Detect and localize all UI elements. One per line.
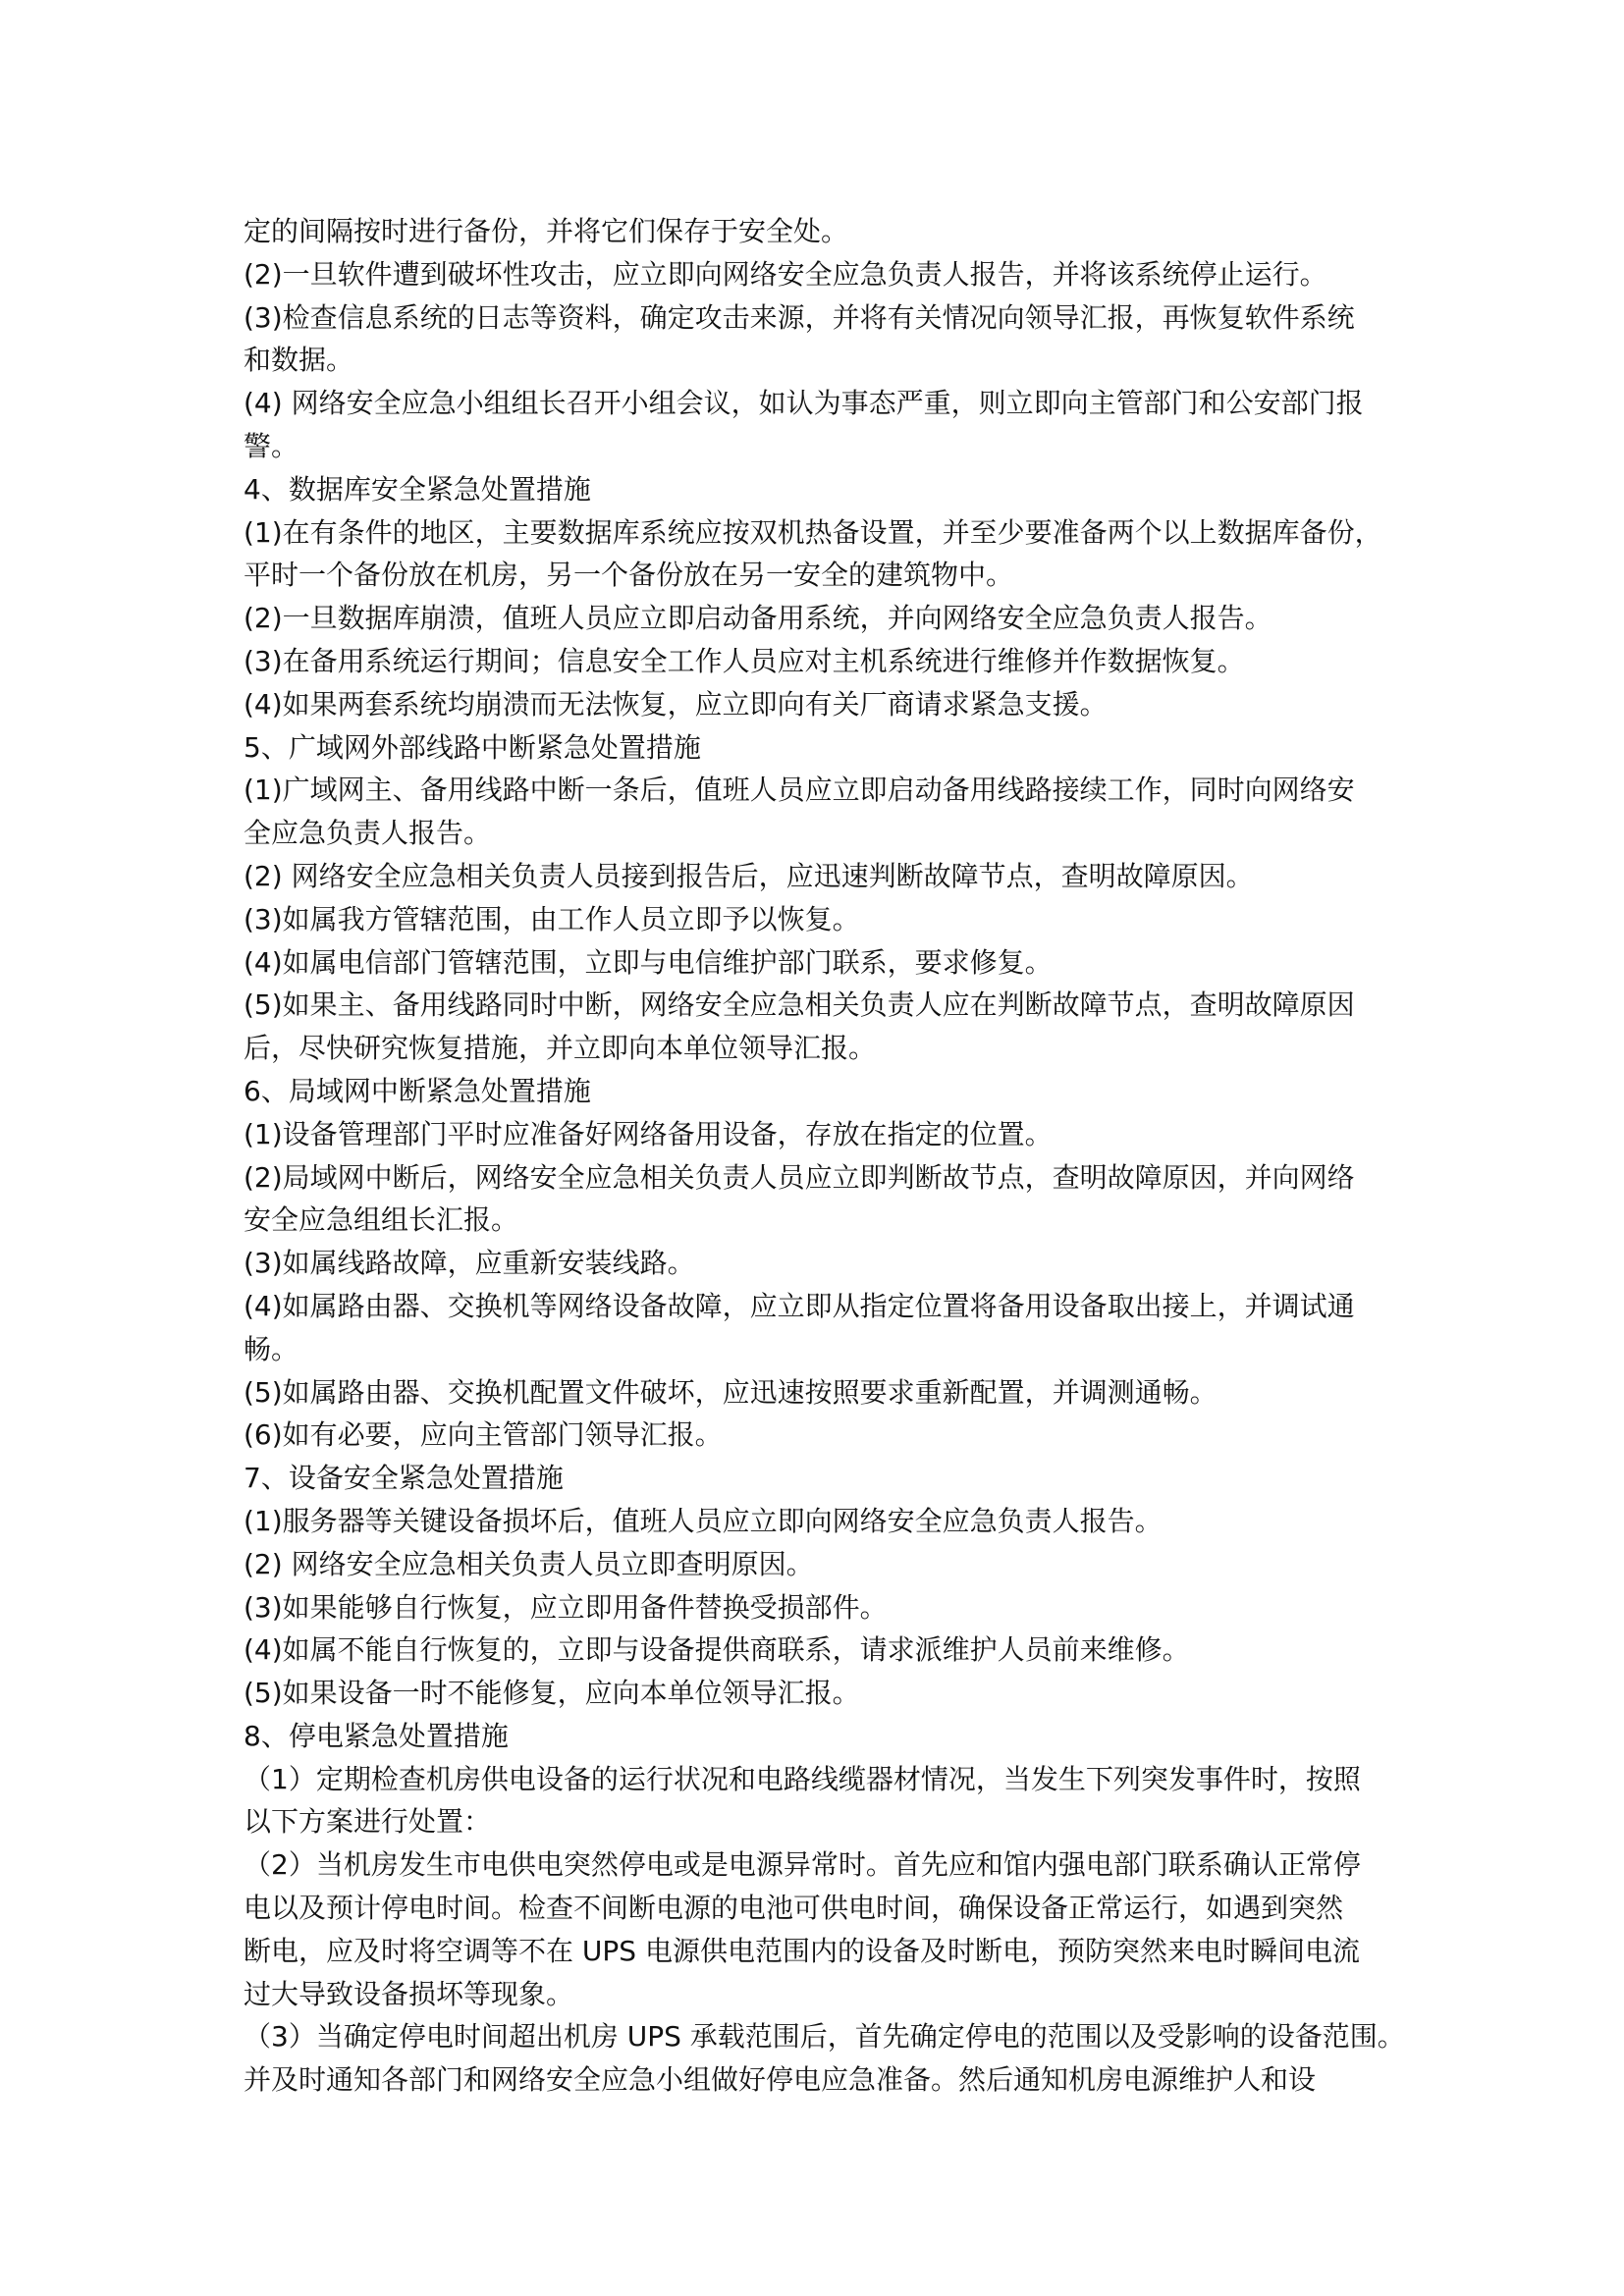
text-line: (5)如果主、备用线路同时中断，网络安全应急相关负责人应在判断故障节点，查明故障原因	[244, 988, 1355, 1022]
text-line: (1)在有条件的地区，主要数据库系统应按双机热备设置，并至少要准备两个以上数据库备份，	[244, 515, 1382, 549]
text-line: (4)如属路由器、交换机等网络设备故障，应立即从指定位置将备用设备取出接上，并调试通	[244, 1289, 1355, 1322]
text-line: (2) 网络安全应急相关负责人员接到报告后，应迅速判断故障节点，查明故障原因。	[244, 859, 1254, 892]
text-line: (1)广域网主、备用线路中断一条后，值班人员应立即启动备用线路接续工作，同时向网络安	[244, 774, 1355, 807]
text-line: 全应急负责人报告。	[244, 817, 492, 850]
text-line: 警。	[244, 429, 299, 462]
text-line: （3）当确定停电时间超出机房 UPS 承载范围后，首先确定停电的范围以及受影响的设备范围。	[244, 2020, 1405, 2054]
text-line: (3)检查信息系统的日志等资料，确定攻击来源，并将有关情况向领导汇报，再恢复软件系统	[244, 300, 1355, 334]
text-line: (6)如有必要，应向主管部门领导汇报。	[244, 1418, 723, 1452]
text-line: 断电，应及时将空调等不在 UPS 电源供电范围内的设备及时断电，预防突然来电时瞬间电流	[244, 1934, 1360, 1967]
text-line: (5)如果设备一时不能修复，应向本单位领导汇报。	[244, 1677, 860, 1710]
text-line: (2)局域网中断后，网络安全应急相关负责人员应立即判断故节点，查明故障原因，并向网络	[244, 1160, 1355, 1194]
text-line: 过大导致设备损坏等现象。	[244, 1977, 574, 2010]
text-line: (4)如属电信部门管辖范围，立即与电信维护部门联系，要求修复。	[244, 945, 1053, 979]
text-line: （1）定期检查机房供电设备的运行状况和电路线缆器材情况，当发生下列突发事件时，按照	[244, 1762, 1361, 1795]
text-line: （2）当机房发生市电供电突然停电或是电源异常时。首先应和馆内强电部门联系确认正常停	[244, 1848, 1361, 1882]
text-line: (4)如果两套系统均崩溃而无法恢复，应立即向有关厂商请求紧急支援。	[244, 687, 1108, 721]
text-line: 6、局域网中断紧急处置措施	[244, 1074, 591, 1107]
text-line: 定的间隔按时进行备份，并将它们保存于安全处。	[244, 215, 849, 247]
text-line: (5)如属路由器、交换机配置文件破坏，应迅速按照要求重新配置，并调测通畅。	[244, 1375, 1218, 1409]
text-line: 后，尽快研究恢复措施，并立即向本单位领导汇报。	[244, 1032, 877, 1065]
text-line: (3)如属线路故障，应重新安装线路。	[244, 1247, 695, 1280]
text-line: 8、停电紧急处置措施	[244, 1719, 509, 1752]
text-line: 7、设备安全紧急处置措施	[244, 1462, 564, 1495]
text-line: (3)如果能够自行恢复，应立即用备件替换受损部件。	[244, 1590, 888, 1624]
document-page	[244, 210, 1405, 2102]
text-line: (2)一旦软件遭到破坏性攻击，应立即向网络安全应急负责人报告，并将该系统停止运行。	[244, 257, 1327, 291]
text-line: 4、数据库安全紧急处置措施	[244, 472, 591, 506]
text-line: (3)如属我方管辖范围，由工作人员立即予以恢复。	[244, 902, 860, 935]
text-line: (2)一旦数据库崩溃，值班人员应立即启动备用系统，并向网络安全应急负责人报告。	[244, 602, 1272, 635]
text-line: (4)如属不能自行恢复的，立即与设备提供商联系，请求派维护人员前来维修。	[244, 1633, 1190, 1667]
text-line: (4) 网络安全应急小组组长召开小组会议，如认为事态严重，则立即向主管部门和公安部门报	[244, 387, 1364, 420]
text-line: 平时一个备份放在机房，另一个备份放在另一安全的建筑物中。	[244, 559, 1014, 592]
text-line: 电以及预计停电时间。检查不间断电源的电池可供电时间，确保设备正常运行，如遇到突然	[244, 1892, 1344, 1925]
text-line: 并及时通知各部门和网络安全应急小组做好停电应急准备。然后通知机房电源维护人和设	[244, 2063, 1317, 2097]
text-line: (1)服务器等关键设备损坏后，值班人员应立即向网络安全应急负责人报告。	[244, 1504, 1163, 1537]
text-line: (3)在备用系统运行期间；信息安全工作人员应对主机系统进行维修并作数据恢复。	[244, 644, 1245, 677]
text-line: 畅。	[244, 1332, 299, 1365]
text-line: 5、广域网外部线路中断紧急处置措施	[244, 730, 701, 764]
text-line: (1)设备管理部门平时应准备好网络备用设备，存放在指定的位置。	[244, 1117, 1053, 1150]
text-line: 和数据。	[244, 344, 354, 377]
text-line: 以下方案进行处置：	[244, 1805, 492, 1839]
text-line: 安全应急组组长汇报。	[244, 1203, 519, 1237]
text-line: (2) 网络安全应急相关负责人员立即查明原因。	[244, 1547, 814, 1580]
